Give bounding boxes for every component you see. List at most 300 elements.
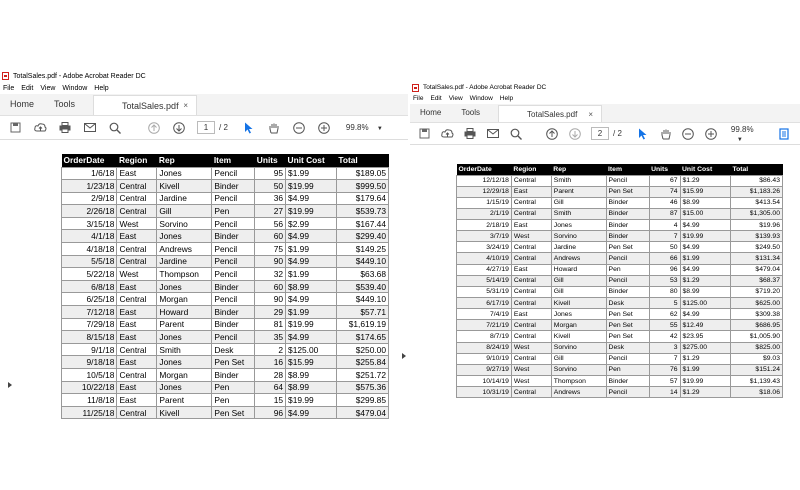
table-cell: Jardine (551, 242, 606, 253)
previous-page-icon[interactable] (147, 121, 161, 135)
table-row (457, 197, 783, 208)
table-cell: $1.99 (286, 306, 337, 319)
table-cell: $275.00 (680, 342, 730, 353)
table-cell: 3/7/19 (457, 231, 512, 242)
table-cell: $86.43 (730, 175, 782, 186)
table-cell: Central (117, 192, 157, 205)
table-cell: Pen (606, 264, 649, 275)
table-cell: 35 (255, 331, 286, 344)
table-cell: Pencil (212, 192, 255, 205)
table-cell: 46 (649, 197, 680, 208)
table-cell: $575.36 (336, 381, 388, 394)
table-row (62, 180, 389, 193)
table-cell: Binder (212, 180, 255, 193)
table-cell: Binder (606, 231, 649, 242)
table-cell: Jones (157, 280, 212, 293)
column-header: Region (117, 154, 157, 167)
table-cell: $1.99 (286, 243, 337, 256)
table-cell: 75 (255, 243, 286, 256)
expand-panel-icon[interactable] (402, 353, 406, 359)
table-cell: 15 (255, 394, 286, 407)
table-cell: 9/1/18 (62, 343, 117, 356)
menu-help[interactable]: Help (94, 84, 109, 92)
table-cell: Howard (157, 306, 212, 319)
menu-edit[interactable]: Edit (430, 95, 442, 102)
zoom-out-icon[interactable] (292, 121, 306, 135)
tab-home[interactable]: Home (10, 99, 35, 109)
table-cell: Jones (551, 220, 606, 231)
table-cell: Jardine (157, 192, 212, 205)
table-row (62, 394, 389, 407)
table-cell: $4.99 (286, 192, 337, 205)
next-page-icon[interactable] (568, 127, 582, 141)
table-cell: $1.99 (286, 268, 337, 281)
expand-panel-icon[interactable] (8, 382, 12, 388)
table-cell: Pen Set (606, 242, 649, 253)
table-cell: 28 (255, 369, 286, 382)
page-number-input[interactable]: 1 (197, 121, 215, 134)
print-icon[interactable] (58, 121, 72, 135)
table-cell: $15.99 (286, 356, 337, 369)
table-row (457, 387, 783, 398)
table-cell: Central (511, 242, 551, 253)
table-cell: $131.34 (730, 253, 782, 264)
table-cell: $23.95 (680, 331, 730, 342)
search-icon[interactable] (509, 127, 523, 141)
table-cell: 96 (255, 406, 286, 419)
table-cell: Pencil (212, 293, 255, 306)
table-row (457, 298, 783, 309)
pdf-file-icon (412, 84, 419, 92)
table-cell: 1/6/18 (62, 167, 117, 180)
table-cell: Pen (212, 381, 255, 394)
table-cell: $1.29 (680, 353, 730, 364)
table-cell: Central (511, 208, 551, 219)
table-body (62, 167, 389, 419)
table-cell: West (511, 231, 551, 242)
table-cell: Central (117, 369, 157, 382)
table-cell: $139.93 (730, 231, 782, 242)
table-cell: 8/24/19 (457, 342, 512, 353)
table-cell: $19.99 (286, 318, 337, 331)
table-row (62, 306, 389, 319)
table-cell: Pencil (606, 353, 649, 364)
table-cell: Jones (157, 230, 212, 243)
table-cell: Central (511, 353, 551, 364)
window-title: TotalSales.pdf - Adobe Acrobat Reader DC (13, 72, 146, 80)
table-cell: Pen (212, 394, 255, 407)
table-row (62, 217, 389, 230)
next-page-icon[interactable] (172, 121, 186, 135)
table-cell: $174.65 (336, 331, 388, 344)
table-cell: 1/15/19 (457, 197, 512, 208)
table-cell: Pen Set (212, 406, 255, 419)
table-row (457, 275, 783, 286)
table-cell: West (511, 342, 551, 353)
save-icon[interactable] (418, 127, 432, 141)
table-row (62, 255, 389, 268)
table-cell: Pen Set (606, 320, 649, 331)
table-cell: Central (511, 197, 551, 208)
select-pointer-icon[interactable] (242, 121, 256, 135)
table-cell: $539.73 (336, 205, 388, 218)
table-cell: Andrews (551, 253, 606, 264)
table-cell: $8.99 (286, 369, 337, 382)
table-cell: 4/1/18 (62, 230, 117, 243)
table-cell: $4.99 (680, 309, 730, 320)
table-row (457, 175, 783, 186)
zoom-dropdown[interactable] (346, 123, 383, 132)
table-cell: $479.04 (730, 264, 782, 275)
table-cell: Sorvino (551, 342, 606, 353)
table-cell: Central (511, 298, 551, 309)
close-tab-icon[interactable]: × (588, 109, 594, 119)
sales-table (61, 154, 389, 419)
table-cell: $151.24 (730, 364, 782, 375)
table-cell: $63.68 (336, 268, 388, 281)
table-cell: West (117, 217, 157, 230)
table-cell: 57 (649, 376, 680, 387)
zoom-value: 99.8% (730, 124, 754, 134)
title-bar (410, 82, 800, 93)
table-cell: $125.00 (286, 343, 337, 356)
column-header: Unit Cost (286, 154, 337, 167)
table-row (62, 167, 389, 180)
tab-document[interactable] (93, 95, 197, 115)
table-cell: $149.25 (336, 243, 388, 256)
table-cell: 60 (255, 280, 286, 293)
table-row (457, 242, 783, 253)
table-cell: 2/18/19 (457, 220, 512, 231)
table-cell: 95 (255, 167, 286, 180)
sales-table (456, 164, 783, 398)
table-cell: $19.96 (730, 220, 782, 231)
print-icon[interactable] (464, 127, 478, 141)
table-cell: Pencil (212, 255, 255, 268)
save-icon[interactable] (8, 121, 22, 135)
table-cell: $19.99 (680, 231, 730, 242)
table-cell: West (511, 364, 551, 375)
chevron-down-icon: ▼ (376, 126, 383, 132)
table-cell: Smith (551, 175, 606, 186)
table-cell: Pencil (606, 175, 649, 186)
table-cell: $1.29 (680, 387, 730, 398)
table-cell: $1,619.19 (336, 318, 388, 331)
table-cell: 3 (649, 342, 680, 353)
table-cell: 50 (649, 242, 680, 253)
menu-file[interactable]: File (3, 84, 15, 92)
menu-bar (410, 93, 800, 104)
table-cell: Binder (212, 318, 255, 331)
menu-view[interactable]: View (448, 95, 463, 102)
zoom-value: 99.8% (345, 123, 369, 132)
table-cell: Morgan (157, 369, 212, 382)
table-cell: Desk (606, 298, 649, 309)
table-cell: 5 (649, 298, 680, 309)
column-header: Item (212, 154, 255, 167)
page-number-input[interactable]: 2 (591, 127, 609, 140)
tab-bar (410, 104, 800, 123)
table-header-row (62, 154, 389, 167)
column-header: Unit Cost (680, 164, 730, 175)
table-cell: $19.99 (680, 376, 730, 387)
chevron-down-icon: ▼ (736, 136, 743, 143)
table-cell: $309.38 (730, 309, 782, 320)
table-cell: Pencil (212, 217, 255, 230)
table-cell: 42 (649, 331, 680, 342)
tab-tools[interactable]: Tools (461, 108, 481, 117)
zoom-dropdown[interactable] (731, 125, 767, 143)
page-total: 2 (617, 129, 622, 138)
previous-page-icon[interactable] (546, 127, 560, 141)
document-view[interactable] (0, 154, 408, 455)
table-cell: Central (117, 205, 157, 218)
tab-home[interactable]: Home (420, 108, 442, 117)
table-cell: $1.29 (680, 175, 730, 186)
table-cell: Morgan (157, 293, 212, 306)
table-cell: East (511, 220, 551, 231)
menu-window[interactable]: Window (469, 95, 493, 102)
table-cell: $68.37 (730, 275, 782, 286)
table-cell: 3/15/18 (62, 217, 117, 230)
table-cell: 6/17/19 (457, 298, 512, 309)
close-tab-icon[interactable]: × (183, 101, 189, 110)
table-cell: Sorvino (551, 364, 606, 375)
table-cell: $999.50 (336, 180, 388, 193)
menu-view[interactable]: View (40, 84, 56, 92)
table-cell: Pen Set (606, 331, 649, 342)
table-row (62, 268, 389, 281)
table-row (62, 331, 389, 344)
table-cell: Central (511, 175, 551, 186)
table-cell: 10/5/18 (62, 369, 117, 382)
table-cell: 74 (649, 186, 680, 197)
table-cell: East (511, 186, 551, 197)
table-cell: 4/18/18 (62, 243, 117, 256)
table-row (62, 280, 389, 293)
table-body (457, 175, 783, 398)
table-row (62, 318, 389, 331)
zoom-out-icon[interactable] (681, 127, 695, 141)
table-cell: East (117, 331, 157, 344)
table-cell: 96 (649, 264, 680, 275)
upload-cloud-icon[interactable] (441, 127, 455, 141)
toolbar (410, 123, 800, 145)
menu-help[interactable]: Help (499, 95, 514, 102)
table-row (62, 293, 389, 306)
table-cell: 2 (255, 343, 286, 356)
table-cell: Central (117, 293, 157, 306)
table-row (457, 286, 783, 297)
table-cell: 27 (255, 205, 286, 218)
menu-file[interactable]: File (413, 95, 424, 102)
table-cell: 6/25/18 (62, 293, 117, 306)
table-cell: 4/10/19 (457, 253, 512, 264)
table-cell: $4.99 (286, 293, 337, 306)
table-cell: Central (511, 331, 551, 342)
table-cell: $255.84 (336, 356, 388, 369)
table-cell: 62 (649, 309, 680, 320)
table-cell: 7 (649, 353, 680, 364)
table-row (457, 320, 783, 331)
table-cell: $1,139.43 (730, 376, 782, 387)
table-cell: Central (511, 387, 551, 398)
table-cell: Kivell (157, 406, 212, 419)
table-cell: $125.00 (680, 298, 730, 309)
table-cell: 81 (255, 318, 286, 331)
table-cell: 1/23/18 (62, 180, 117, 193)
tab-tools[interactable]: Tools (54, 99, 76, 109)
table-cell: Central (511, 320, 551, 331)
table-cell: 64 (255, 381, 286, 394)
table-cell: 12/29/18 (457, 186, 512, 197)
table-cell: Binder (212, 306, 255, 319)
table-cell: 56 (255, 217, 286, 230)
table-cell: 9/18/18 (62, 356, 117, 369)
table-cell: Gill (551, 353, 606, 364)
table-cell: 90 (255, 293, 286, 306)
table-cell: $1.29 (680, 275, 730, 286)
table-cell: $19.99 (286, 205, 337, 218)
hand-tool-icon[interactable] (267, 121, 281, 135)
email-icon[interactable] (83, 121, 97, 135)
table-cell: Pen (212, 205, 255, 218)
table-cell: Gill (551, 286, 606, 297)
table-cell: Pen Set (606, 309, 649, 320)
column-header: Rep (157, 154, 212, 167)
table-cell: $8.99 (680, 286, 730, 297)
table-cell: 80 (649, 286, 680, 297)
table-row (457, 331, 783, 342)
table-cell: Central (511, 286, 551, 297)
table-cell: $299.85 (336, 394, 388, 407)
tab-document[interactable] (498, 105, 602, 122)
table-cell: Sorvino (551, 231, 606, 242)
table-cell: Central (117, 243, 157, 256)
acrobat-window-left (0, 70, 408, 455)
page-separator: / (219, 123, 222, 132)
table-cell: Pencil (606, 387, 649, 398)
table-cell: Gill (157, 205, 212, 218)
upload-cloud-icon[interactable] (33, 121, 47, 135)
table-row (457, 364, 783, 375)
pdf-file-icon (2, 72, 9, 80)
table-cell: 2/1/19 (457, 208, 512, 219)
table-cell: 7/21/19 (457, 320, 512, 331)
table-cell: Central (511, 275, 551, 286)
page-total: 2 (223, 123, 228, 132)
table-cell: East (511, 264, 551, 275)
table-cell: $449.10 (336, 255, 388, 268)
table-cell: Binder (606, 376, 649, 387)
search-icon[interactable] (108, 121, 122, 135)
table-cell: Binder (606, 286, 649, 297)
email-icon[interactable] (486, 127, 500, 141)
table-cell: East (117, 381, 157, 394)
select-pointer-icon[interactable] (636, 127, 650, 141)
table-cell: East (117, 306, 157, 319)
table-cell: Gill (551, 275, 606, 286)
table-cell: Morgan (551, 320, 606, 331)
table-cell: Thompson (157, 268, 212, 281)
fit-page-icon[interactable] (777, 127, 791, 141)
table-cell: Pencil (606, 275, 649, 286)
table-cell: Thompson (551, 376, 606, 387)
acrobat-window-right (410, 82, 800, 412)
page-indicator (197, 121, 228, 134)
table-cell: 14 (649, 387, 680, 398)
zoom-in-icon[interactable] (317, 121, 331, 135)
table-cell: $8.99 (286, 381, 337, 394)
menu-edit[interactable]: Edit (21, 84, 34, 92)
table-cell: 55 (649, 320, 680, 331)
table-cell: $1,183.26 (730, 186, 782, 197)
table-cell: $539.40 (336, 280, 388, 293)
table-cell: Sorvino (157, 217, 212, 230)
column-header: Units (649, 164, 680, 175)
table-cell: West (511, 376, 551, 387)
table-cell: 29 (255, 306, 286, 319)
table-cell: 66 (649, 253, 680, 264)
table-cell: 10/31/19 (457, 387, 512, 398)
table-cell: 7 (649, 231, 680, 242)
table-cell: $8.99 (286, 280, 337, 293)
table-cell: East (117, 230, 157, 243)
table-cell: 8/15/18 (62, 331, 117, 344)
table-row (62, 343, 389, 356)
table-cell: $413.54 (730, 197, 782, 208)
table-cell: Parent (551, 186, 606, 197)
tab-bar (0, 94, 408, 116)
table-row (62, 369, 389, 382)
table-cell: $19.99 (286, 180, 337, 193)
table-row (62, 192, 389, 205)
table-cell: $167.44 (336, 217, 388, 230)
zoom-in-icon[interactable] (704, 127, 718, 141)
table-cell: Central (511, 253, 551, 264)
table-cell: 4 (649, 220, 680, 231)
table-cell: 6/8/18 (62, 280, 117, 293)
table-row (457, 208, 783, 219)
table-row (457, 264, 783, 275)
table-cell: East (117, 356, 157, 369)
column-header: Total (730, 164, 782, 175)
table-cell: Central (117, 255, 157, 268)
table-cell: East (117, 394, 157, 407)
table-cell: $2.99 (286, 217, 337, 230)
toolbar (0, 116, 408, 140)
table-cell: Binder (606, 197, 649, 208)
table-cell: $18.06 (730, 387, 782, 398)
table-cell: Central (117, 180, 157, 193)
table-cell: $479.04 (336, 406, 388, 419)
table-cell: 76 (649, 364, 680, 375)
table-row (62, 205, 389, 218)
table-cell: Binder (606, 220, 649, 231)
table-cell: Desk (606, 342, 649, 353)
title-bar (0, 70, 408, 82)
table-cell: $15.99 (680, 186, 730, 197)
table-cell: $9.03 (730, 353, 782, 364)
table-cell: Pencil (212, 331, 255, 344)
table-cell: $19.99 (286, 394, 337, 407)
hand-tool-icon[interactable] (659, 127, 673, 141)
table-cell: Pencil (212, 243, 255, 256)
menu-window[interactable]: Window (62, 84, 88, 92)
table-row (457, 342, 783, 353)
document-view[interactable] (410, 158, 800, 412)
table-cell: Central (117, 343, 157, 356)
